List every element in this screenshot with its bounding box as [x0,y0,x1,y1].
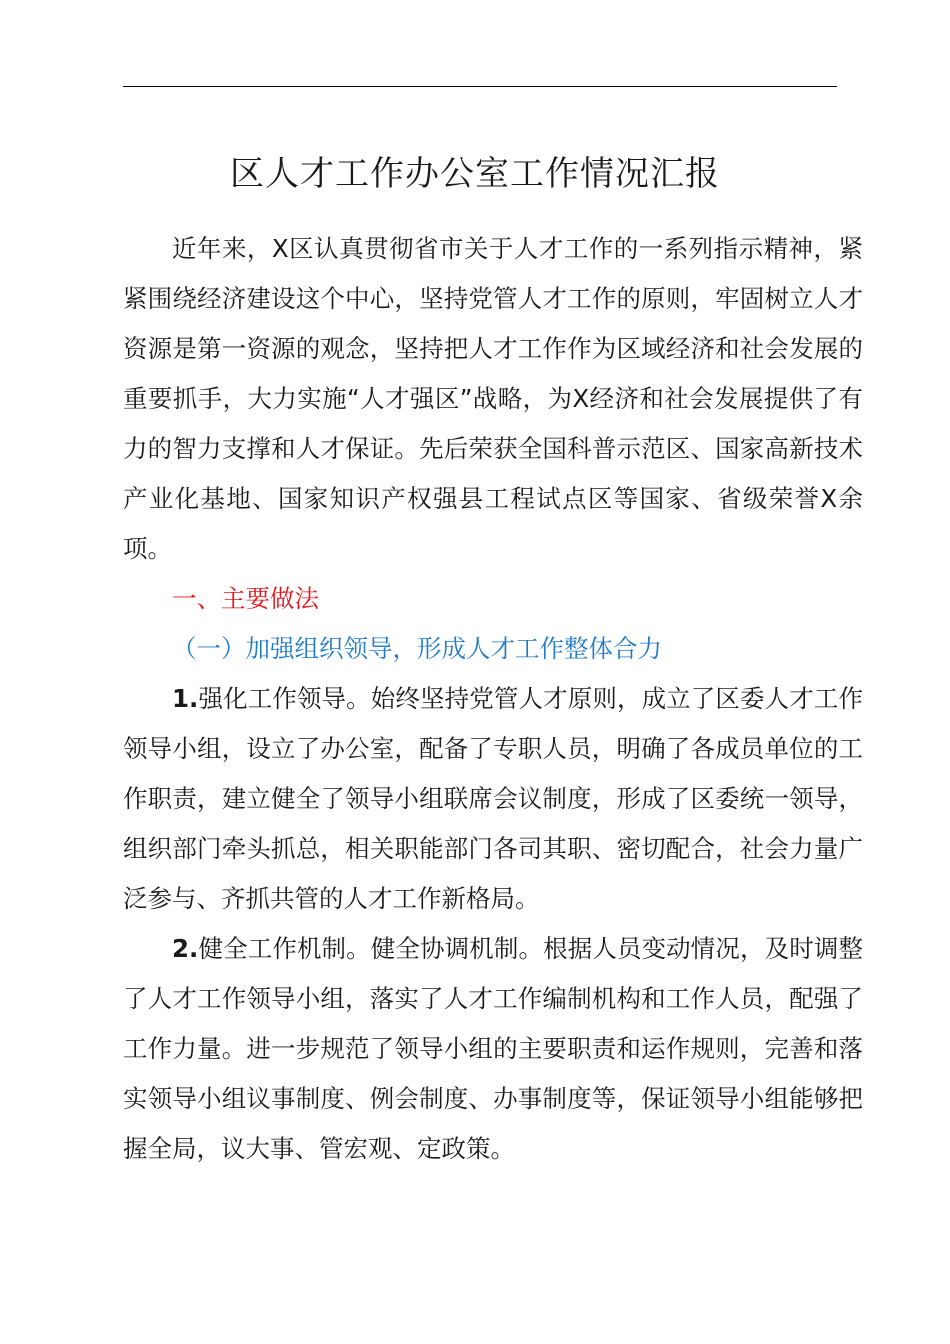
item-number: 1. [172,684,199,713]
item-paragraph-1 [123,674,863,924]
subsection-heading: （一）加强组织领导，形成人才工作整体合力 [172,634,662,663]
item-paragraph-2 [123,924,863,1174]
item-text: 强化工作领导。始终坚持党管人才原则，成立了区委人才工作领导小组，设立了办公室，配备了专职人员，明确了各成员单位的工作职责，建立健全了领导小组联席会议制度，形成了区委统一领导，组织部门牵头抓总，相关职能部门各司其职、密切配合，社会力量广泛参与、齐抓共管的人才工作新格局。 [123,684,863,913]
document-title: 区人才工作办公室工作情况汇报 [230,154,720,194]
item-number: 2. [172,934,199,963]
header-rule [123,86,837,87]
document-body [123,224,863,1174]
section-heading: 一、主要做法 [172,584,319,613]
item-text: 健全工作机制。健全协调机制。根据人员变动情况，及时调整了人才工作领导小组，落实了人才工作编制机构和工作人员，配强了工作力量。进一步规范了领导小组的主要职责和运作规则，完善和落实领导小组议事制度、例会制度、办事制度等，保证领导小组能够把握全局，议大事、管宏观、定政策。 [123,934,863,1163]
intro-paragraph: 近年来，X区认真贯彻省市关于人才工作的一系列指示精神，紧紧围绕经济建设这个中心，坚持党管人才工作的原则，牢固树立人才资源是第一资源的观念，坚持把人才工作作为区域经济和社会发展的重要抓手，大力实施“人才强区”战略，为X经济和社会发展提供了有力的智力支撑和人才保证。先后荣获全国科普示范区、国家高新技术产业化基地、国家知识产权强县工程试点区等国家、省级荣誉X余项。 [123,234,863,563]
